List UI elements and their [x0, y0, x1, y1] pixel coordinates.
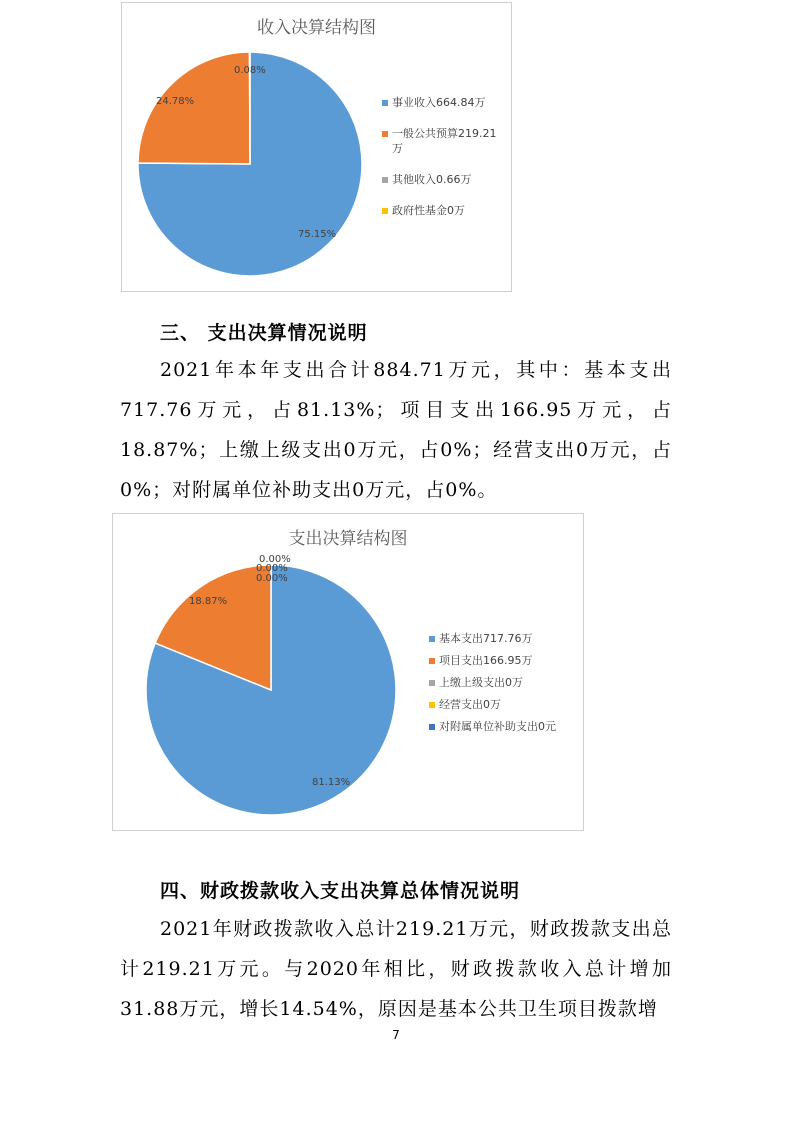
- legend-label: 事业收入664.84万: [392, 96, 486, 109]
- legend-swatch: [429, 724, 435, 730]
- legend-item: [382, 172, 504, 187]
- legend-swatch: [382, 131, 388, 137]
- income-legend: [382, 95, 504, 234]
- legend-item: [429, 675, 579, 690]
- legend-item: [382, 203, 504, 218]
- expense-label-project: 18.87%: [189, 596, 228, 607]
- legend-item: [382, 126, 504, 156]
- income-chart: [121, 2, 512, 292]
- section-3-heading: 三、 支出决算情况说明: [160, 322, 368, 344]
- section-4-paragraph: 2021年财政拨款收入总计219.21万元，财政拨款支出总计219.21万元。与2020年相比，财政拨款收入总计增加31.88万元，增长14.54%，原因是基本公共卫生项目拨款增: [120, 918, 672, 1020]
- legend-item: [429, 697, 579, 712]
- income-label-main: 75.15%: [298, 229, 337, 240]
- section-4-heading: 四、财政拨款收入支出决算总体情况说明: [160, 880, 521, 902]
- legend-swatch: [382, 177, 388, 183]
- income-chart-title: 收入决算结构图: [257, 18, 376, 38]
- expense-label-basic: 81.13%: [312, 777, 351, 788]
- legend-label: 其他收入0.66万: [392, 173, 472, 186]
- legend-item: [429, 719, 579, 734]
- income-label-other: 0.08%: [234, 65, 266, 76]
- legend-swatch: [429, 702, 435, 708]
- legend-swatch: [429, 636, 435, 642]
- legend-swatch: [429, 680, 435, 686]
- legend-label: 政府性基金0万: [392, 204, 465, 217]
- legend-swatch: [382, 208, 388, 214]
- legend-label: 项目支出166.95万: [439, 654, 533, 667]
- legend-item: [429, 631, 579, 646]
- expense-label-subsidy: 0.00%: [256, 573, 288, 584]
- legend-label: 上缴上级支出0万: [439, 676, 523, 689]
- income-label-public: 24.78%: [156, 96, 195, 107]
- section-3-paragraph: 2021年本年支出合计884.71万元，其中：基本支出717.76万元，占81.13%；项目支出166.95万元，占18.87%；上缴上级支出0万元，占0%；经营支出0万元，占0%；对附属单位补助支出0万元，占0%。: [120, 359, 672, 501]
- legend-label: 一般公共预算219.21万: [392, 127, 497, 155]
- legend-swatch: [429, 658, 435, 664]
- expense-chart-title: 支出决算结构图: [288, 529, 408, 549]
- expense-label-upper: 0.00%: [259, 554, 291, 565]
- expense-legend: [429, 631, 579, 741]
- expense-label-operating: 0.00%: [256, 563, 288, 574]
- legend-label: 经营支出0万: [439, 698, 501, 711]
- legend-item: [429, 653, 579, 668]
- page-number: 7: [392, 1028, 400, 1042]
- legend-label: 基本支出717.76万: [439, 632, 533, 645]
- expense-chart: [112, 513, 584, 831]
- legend-label: 对附属单位补助支出0元: [439, 720, 556, 733]
- legend-item: [382, 95, 504, 110]
- legend-swatch: [382, 100, 388, 106]
